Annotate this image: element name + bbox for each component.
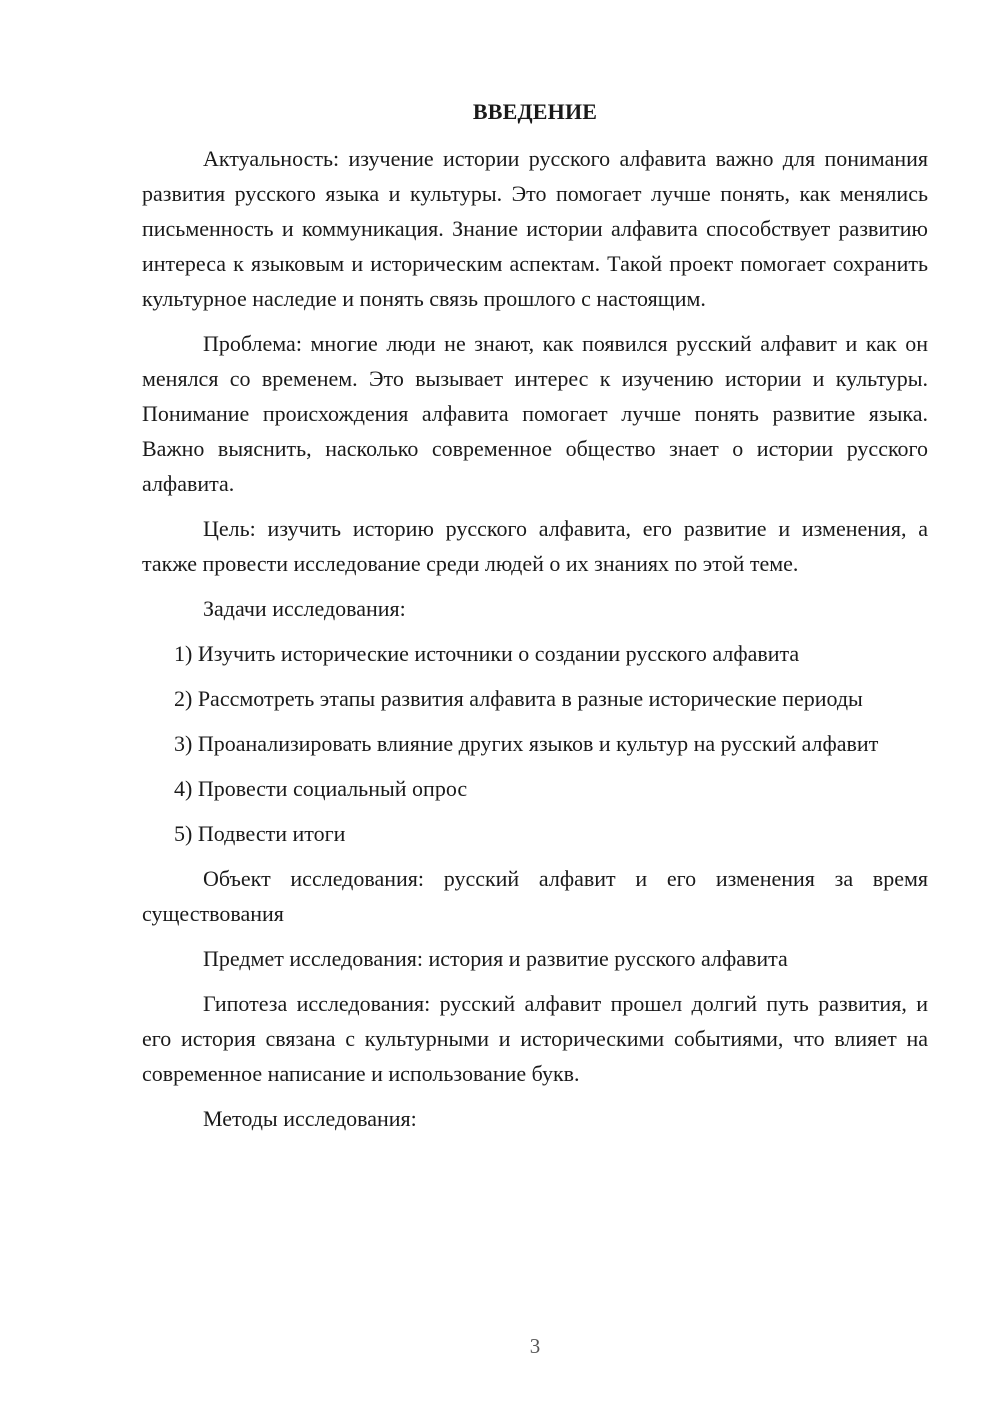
- task-item: 1) Изучить исторические источники о создании русского алфавита: [174, 641, 800, 666]
- page-number: 3: [529, 1334, 541, 1358]
- hypothesis-paragraph: Гипотеза исследования: русский алфавит прошел долгий путь развития, и его история связана с культурными и историческими событиями, что влияет на современное написание и использование букв.: [142, 991, 928, 1086]
- relevance-paragraph: Актуальность: изучение истории русского алфавита важно для понимания развития русского языка и культуры. Это помогает лучше понять, как менялись письменность и коммуникация. Знание истории алфавита способствует развитию интереса к языковым и историческим аспектам. Такой проект помогает сохранить культурное наследие и понять связь прошлого с настоящим.: [142, 146, 928, 311]
- task-item: 3) Проанализировать влияние других языков и культур на русский алфавит: [174, 731, 879, 756]
- page-content: [142, 94, 928, 1146]
- subject-paragraph: Предмет исследования: история и развитие русского алфавита: [203, 946, 788, 971]
- task-item: 2) Рассмотреть этапы развития алфавита в разные исторические периоды: [174, 686, 863, 711]
- goal-paragraph: Цель: изучить историю русского алфавита, его развитие и изменения, а также провести исследование среди людей о их знаниях по этой теме.: [142, 516, 928, 576]
- task-item: 4) Провести социальный опрос: [174, 776, 468, 801]
- section-heading: ВВЕДЕНИЕ: [472, 99, 598, 124]
- methods-title: Методы исследования:: [203, 1106, 417, 1131]
- tasks-title: Задачи исследования:: [203, 596, 406, 621]
- task-item: 5) Подвести итоги: [174, 821, 346, 846]
- object-paragraph: Объект исследования: русский алфавит и его изменения за время существования: [142, 866, 928, 926]
- problem-paragraph: Проблема: многие люди не знают, как появился русский алфавит и как он менялся со временем. Это вызывает интерес к изучению истории и культуры. Понимание происхождения алфавита помогает лучше понять развитие языка. Важно выяснить, насколько современное общество знает о истории русского алфавита.: [142, 331, 928, 496]
